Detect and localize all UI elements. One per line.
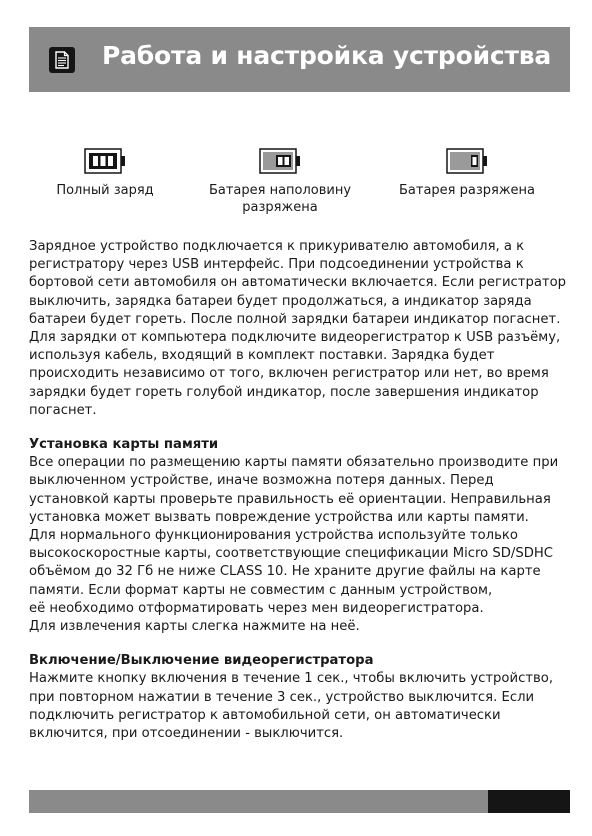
intro-paragraph: Зарядное устройство подключается к прикуривателю автомобиля, а к регистратору через USB интерфейс. При подсоединении устройства к бортовой сети автомобиля он автоматически включается. Если регистратор выключить, зарядка батареи будет продолжаться, а индикатор заряда батареи будет гореть. После полной зарядки батареи индикатор погаснет. Для зарядки от компьютера подключите видеорегистратор к USB разъёму, используя кабель, входящий в комплект поставки. Зарядка будет происходить независимо от того, включен регистратор или нет, во время зарядки будет гореть голубой индикатор, после завершения индикатор погаснет. <box>29 239 567 418</box>
battery-half-icon <box>259 148 301 174</box>
battery-state-full <box>40 148 170 199</box>
footer-bar <box>29 790 488 813</box>
battery-caption: Батарея наполовину разряжена <box>208 183 352 215</box>
memory-card-heading: Установка карты памяти <box>29 437 219 453</box>
power-heading: Включение/Выключение видеорегистратора <box>29 653 374 669</box>
memory-card-paragraph: Все операции по размещению карты памяти обязательно производите при выключенном устройстве, иначе возможна потеря данных. Перед установкой карты проверьте правильность её ориентации. Неправильная установка может вызвать повреждение устройства или карты памяти. Для нормального функционирования устройства используйте только высокоскоростные карты, соответствующие спецификации Micro SD/SDHC объёмом до 32 Гб не ниже CLASS 10. Не храните другие файлы на карте памяти. Если формат карты не совместим с данным устройством, её необходимо отформатировать через мен видеорегистратора. Для извлечения карты слегка нажмите на неё. <box>29 455 559 635</box>
battery-caption: Полный заряд <box>56 183 154 198</box>
battery-full-icon <box>84 148 126 174</box>
document-icon <box>49 47 75 73</box>
page-title: Работа и настройка устройства <box>102 41 552 70</box>
battery-caption: Батарея разряжена <box>398 183 535 198</box>
battery-empty-icon <box>446 148 488 174</box>
battery-state-empty <box>392 148 542 199</box>
battery-state-half <box>205 148 355 216</box>
body-text <box>29 238 574 743</box>
power-paragraph: Нажмите кнопку включения в течение 1 сек., чтобы включить устройство, при повторном нажатии в течение 3 сек., устройство выключится. Если подключить регистратор к автомобильной сети, он автоматически включится, при отсоединении - выключится. <box>29 671 554 742</box>
footer-page-block <box>488 790 570 813</box>
page-header <box>29 27 570 92</box>
